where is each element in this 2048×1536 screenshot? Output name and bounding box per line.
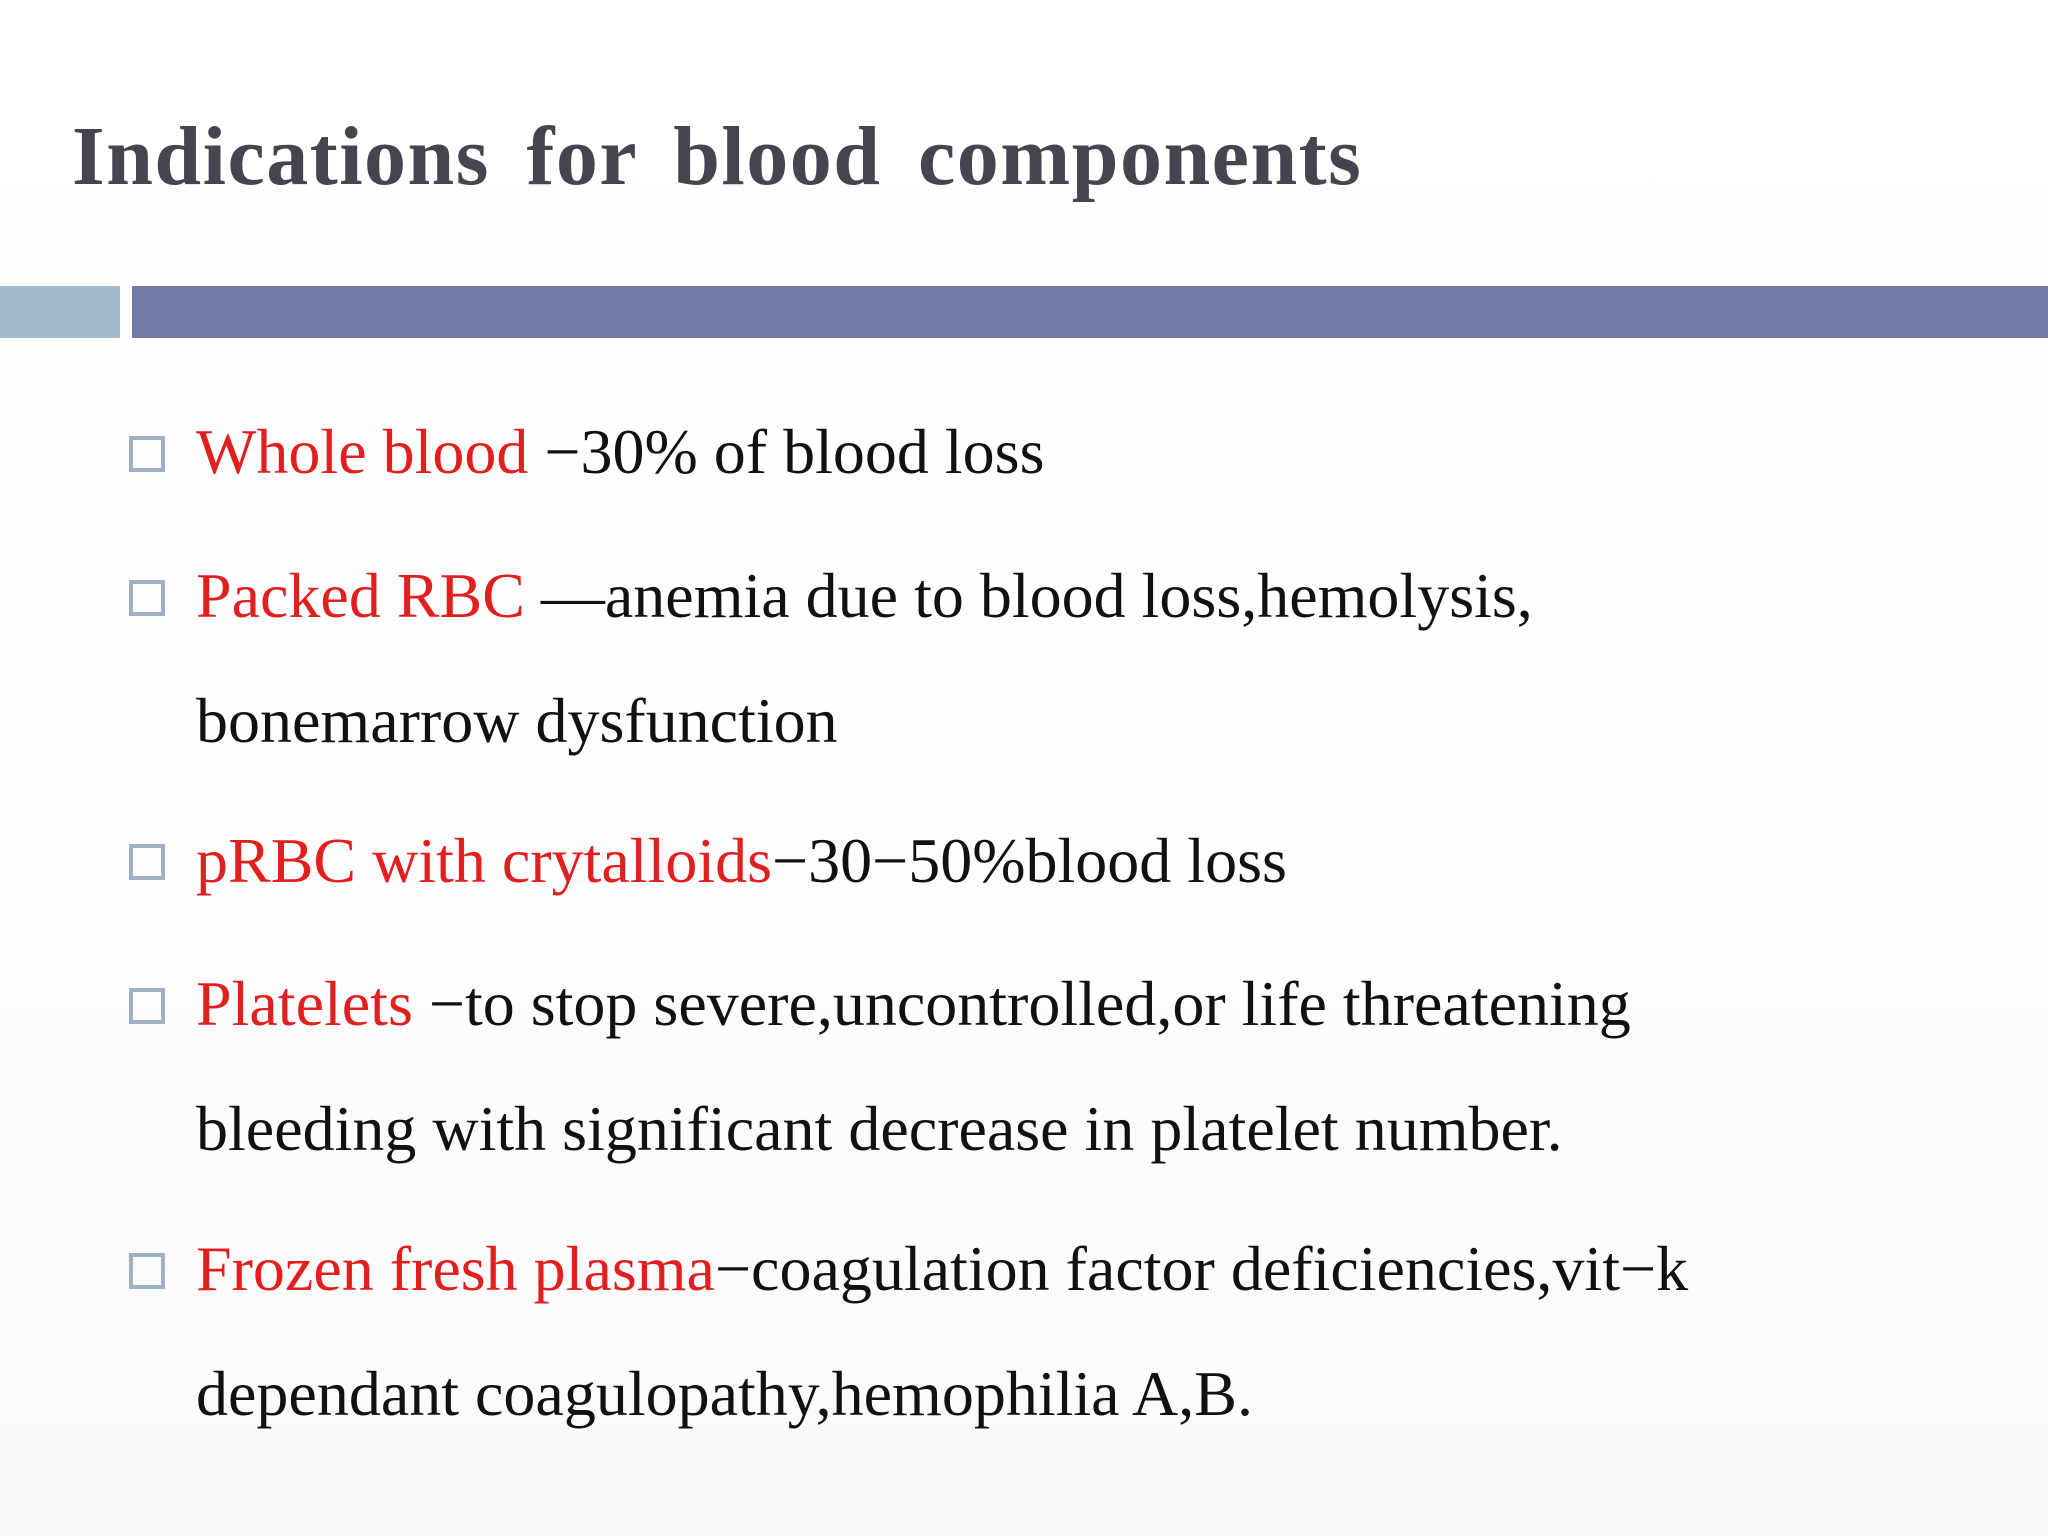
item-line xyxy=(196,560,1533,631)
item-line xyxy=(196,1233,1689,1304)
item-term: Frozen fresh plasma xyxy=(196,1233,715,1304)
item-description: −30% of blood loss xyxy=(528,416,1045,487)
item-line xyxy=(196,416,1045,487)
item-description: —anemia due to blood loss,hemolysis, xyxy=(524,560,1533,631)
item-line xyxy=(196,968,1631,1039)
item-term: pRBC with crytalloids xyxy=(196,825,772,896)
item-term: Packed RBC xyxy=(196,560,525,631)
square-bullet-icon xyxy=(129,580,165,616)
square-bullet-icon xyxy=(129,1253,165,1289)
item-description: −coagulation factor deficiencies,vit−k xyxy=(714,1233,1689,1304)
item-continuation: bonemarrow dysfunction xyxy=(196,685,838,756)
item-line xyxy=(196,825,1287,896)
item-description: −30−50%blood loss xyxy=(772,825,1287,896)
item-continuation: dependant coagulopathy,hemophilia A,B. xyxy=(196,1358,1253,1429)
item-description: −to stop severe,uncontrolled,or life threatening xyxy=(412,968,1631,1039)
item-term: Platelets xyxy=(196,968,413,1039)
item-term: Whole blood xyxy=(196,416,529,487)
slide-title: Indications for blood components xyxy=(72,110,1363,203)
item-continuation: bleeding with significant decrease in platelet number. xyxy=(196,1093,1563,1164)
square-bullet-icon xyxy=(129,844,165,880)
square-bullet-icon xyxy=(129,436,165,472)
square-bullet-icon xyxy=(129,988,165,1024)
